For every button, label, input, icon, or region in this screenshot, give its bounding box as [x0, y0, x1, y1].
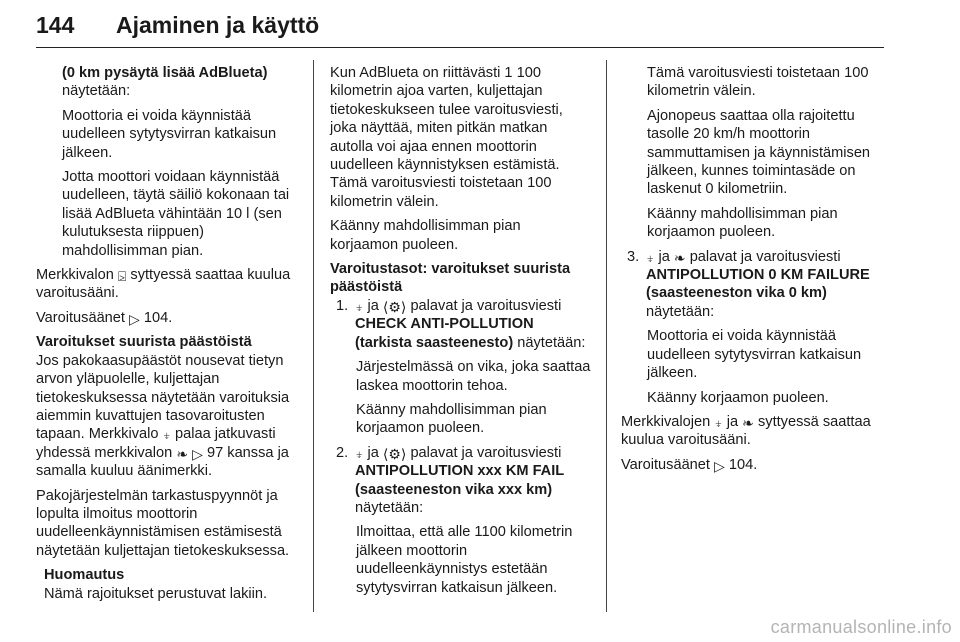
cross-reference[interactable]: Varoitusäänet ▷ 104.	[36, 309, 173, 327]
arrow-icon: ▷	[129, 310, 140, 327]
paragraph: Merkkivalon ⍄ syttyessä saattaa kuulua varoitusääni.	[36, 267, 291, 302]
page-header	[36, 6, 884, 46]
section-heading: Varoitustasot: varoitukset suurista päästöistä	[330, 261, 571, 296]
sub-paragraph: Ajonopeus saattaa olla rajoitettu tasolle 20 km/h moottorin sammuttamisen ja käynnistämisen jälkeen, kunnes toimintasäde on laskenut 0 kilometriin.	[647, 107, 871, 198]
list-item: 3. ⍖ ja ❧ palavat ja varoitusviesti ANTIPOLLUTION 0 KM FAILURE (saasteeneston vika 0 km) näytetään:	[627, 248, 870, 320]
arrow-icon: ▷	[714, 457, 725, 474]
list-number: 3.	[627, 248, 640, 265]
message-text: CHECK ANTI-POLLUTION (tarkista saasteenesto)	[355, 316, 534, 351]
column-1	[36, 64, 298, 603]
sub-paragraph: Käänny korjaamon puoleen.	[647, 389, 829, 406]
paragraph: Käänny mahdollisimman pian korjaamon puoleen.	[330, 218, 521, 253]
header-divider	[36, 47, 884, 48]
paragraph: Jos pakokaasupäästöt nousevat tietyn arvon yläpuolelle, kuljettajan tietokeskuksessa näytetään varoituksia aiemmin kuvattujen tasovaroitusten tapaan. Merkkivalo ⍖ palaa jatkuvasti yhdessä merkkivalon ❧ ▷ 97 kanssa ja samalla kuuluu äänimerkki.	[36, 352, 290, 480]
column-3	[621, 64, 887, 480]
service-icon: ⍖	[355, 298, 364, 315]
service-icon: ⍖	[714, 414, 723, 431]
sub-paragraph: Ilmoittaa, että alle 1100 kilometrin jälkeen moottorin uudelleenkäynnistys estetään sytytysvirran katkaisun jälkeen.	[356, 524, 573, 596]
note-body: Nämä rajoitukset perustuvat lakiin.	[44, 585, 268, 602]
cross-reference[interactable]: Varoitusäänet ▷ 104.	[621, 456, 758, 474]
column-divider-2	[606, 60, 607, 612]
note-title: Huomautus	[44, 567, 125, 584]
sub-paragraph: Käänny mahdollisimman pian korjaamon puoleen.	[356, 401, 547, 437]
message-text: ANTIPOLLUTION xxx KM FAIL (saasteeneston vika xxx km)	[355, 463, 564, 498]
column-divider-1	[313, 60, 314, 612]
sub-paragraph: Moottoria ei voida käynnistää uudelleen sytytysvirran katkaisun jälkeen.	[647, 328, 862, 382]
arrow-icon: ▷	[192, 445, 203, 462]
message-text: (0 km pysäytä lisää AdBlueta)	[62, 65, 268, 81]
paragraph: Merkkivalojen ⍖ ja ❧ syttyessä saattaa kuulua varoitusääni.	[621, 413, 871, 449]
sub-paragraph: Tämä varoitusviesti toistetaan 100 kilometrin välein.	[647, 65, 869, 100]
engine-check-icon: ⟨⚙⟩	[382, 445, 407, 462]
sub-paragraph: Jotta moottori voidaan käynnistää uudelleen, täytä säiliö kokonaan tai lisää AdBlueta vähintään 10 l (sen kulutuksesta riippuen) mahdollisimman pian.	[62, 169, 290, 259]
column-2	[330, 64, 592, 603]
service-icon: ⍖	[646, 249, 655, 266]
engine-icon: ❧	[673, 249, 686, 266]
chapter-title: Ajaminen ja käyttö	[116, 12, 320, 38]
continued-text: näytetään:	[62, 83, 131, 100]
service-icon: ⍖	[162, 427, 171, 444]
continued-item	[62, 64, 298, 101]
list-item: 1. ⍖ ja ⟨⚙⟩ palavat ja varoitusviesti CHECK ANTI-POLLUTION (tarkista saasteenesto) näytetään:	[336, 297, 586, 351]
section-heading: Varoitukset suurista päästöistä	[36, 334, 252, 351]
list-number: 1.	[336, 297, 349, 314]
list-number: 2.	[336, 444, 349, 461]
engine-check-icon: ⟨⚙⟩	[382, 298, 407, 315]
message-text: ANTIPOLLUTION 0 KM FAILURE (saasteeneston vika 0 km)	[646, 267, 870, 302]
engine-icon: ❧	[742, 414, 754, 431]
paragraph: Pakojärjestelmän tarkastuspyynnöt ja lopulta ilmoitus moottorin uudelleenkäynnistämisen estämisestä näytetään kuljettajan tietokeskuksessa.	[36, 487, 290, 559]
sub-paragraph: Käänny mahdollisimman pian korjaamon puoleen.	[647, 205, 838, 241]
service-icon: ⍖	[355, 445, 364, 462]
list-item: 2. ⍖ ja ⟨⚙⟩ palavat ja varoitusviesti ANTIPOLLUTION xxx KM FAIL (saasteeneston vika xxx km) näytetään:	[336, 444, 564, 516]
watermark: carmanualsonline.info	[770, 617, 952, 637]
page-number: 144	[36, 12, 75, 38]
sub-paragraph: Järjestelmässä on vika, joka saattaa laskea moottorin tehoa.	[356, 359, 591, 394]
engine-icon: ❧	[176, 445, 189, 462]
sub-paragraph: Moottoria ei voida käynnistää uudelleen sytytysvirran katkaisun jälkeen.	[62, 107, 277, 161]
paragraph: Kun AdBlueta on riittävästi 1 100 kilometrin ajoa varten, kuljettajan tietokeskukseen tulee varoitusviesti, joka näyttää, miten pitkän matkan autolla voi ajaa ennen moottorin uudelleen käynnistyksen estämistä. Tämä varoitusviesti toistetaan 100 kilometrin välein.	[330, 65, 563, 210]
tank-icon: ⍄	[117, 268, 127, 285]
